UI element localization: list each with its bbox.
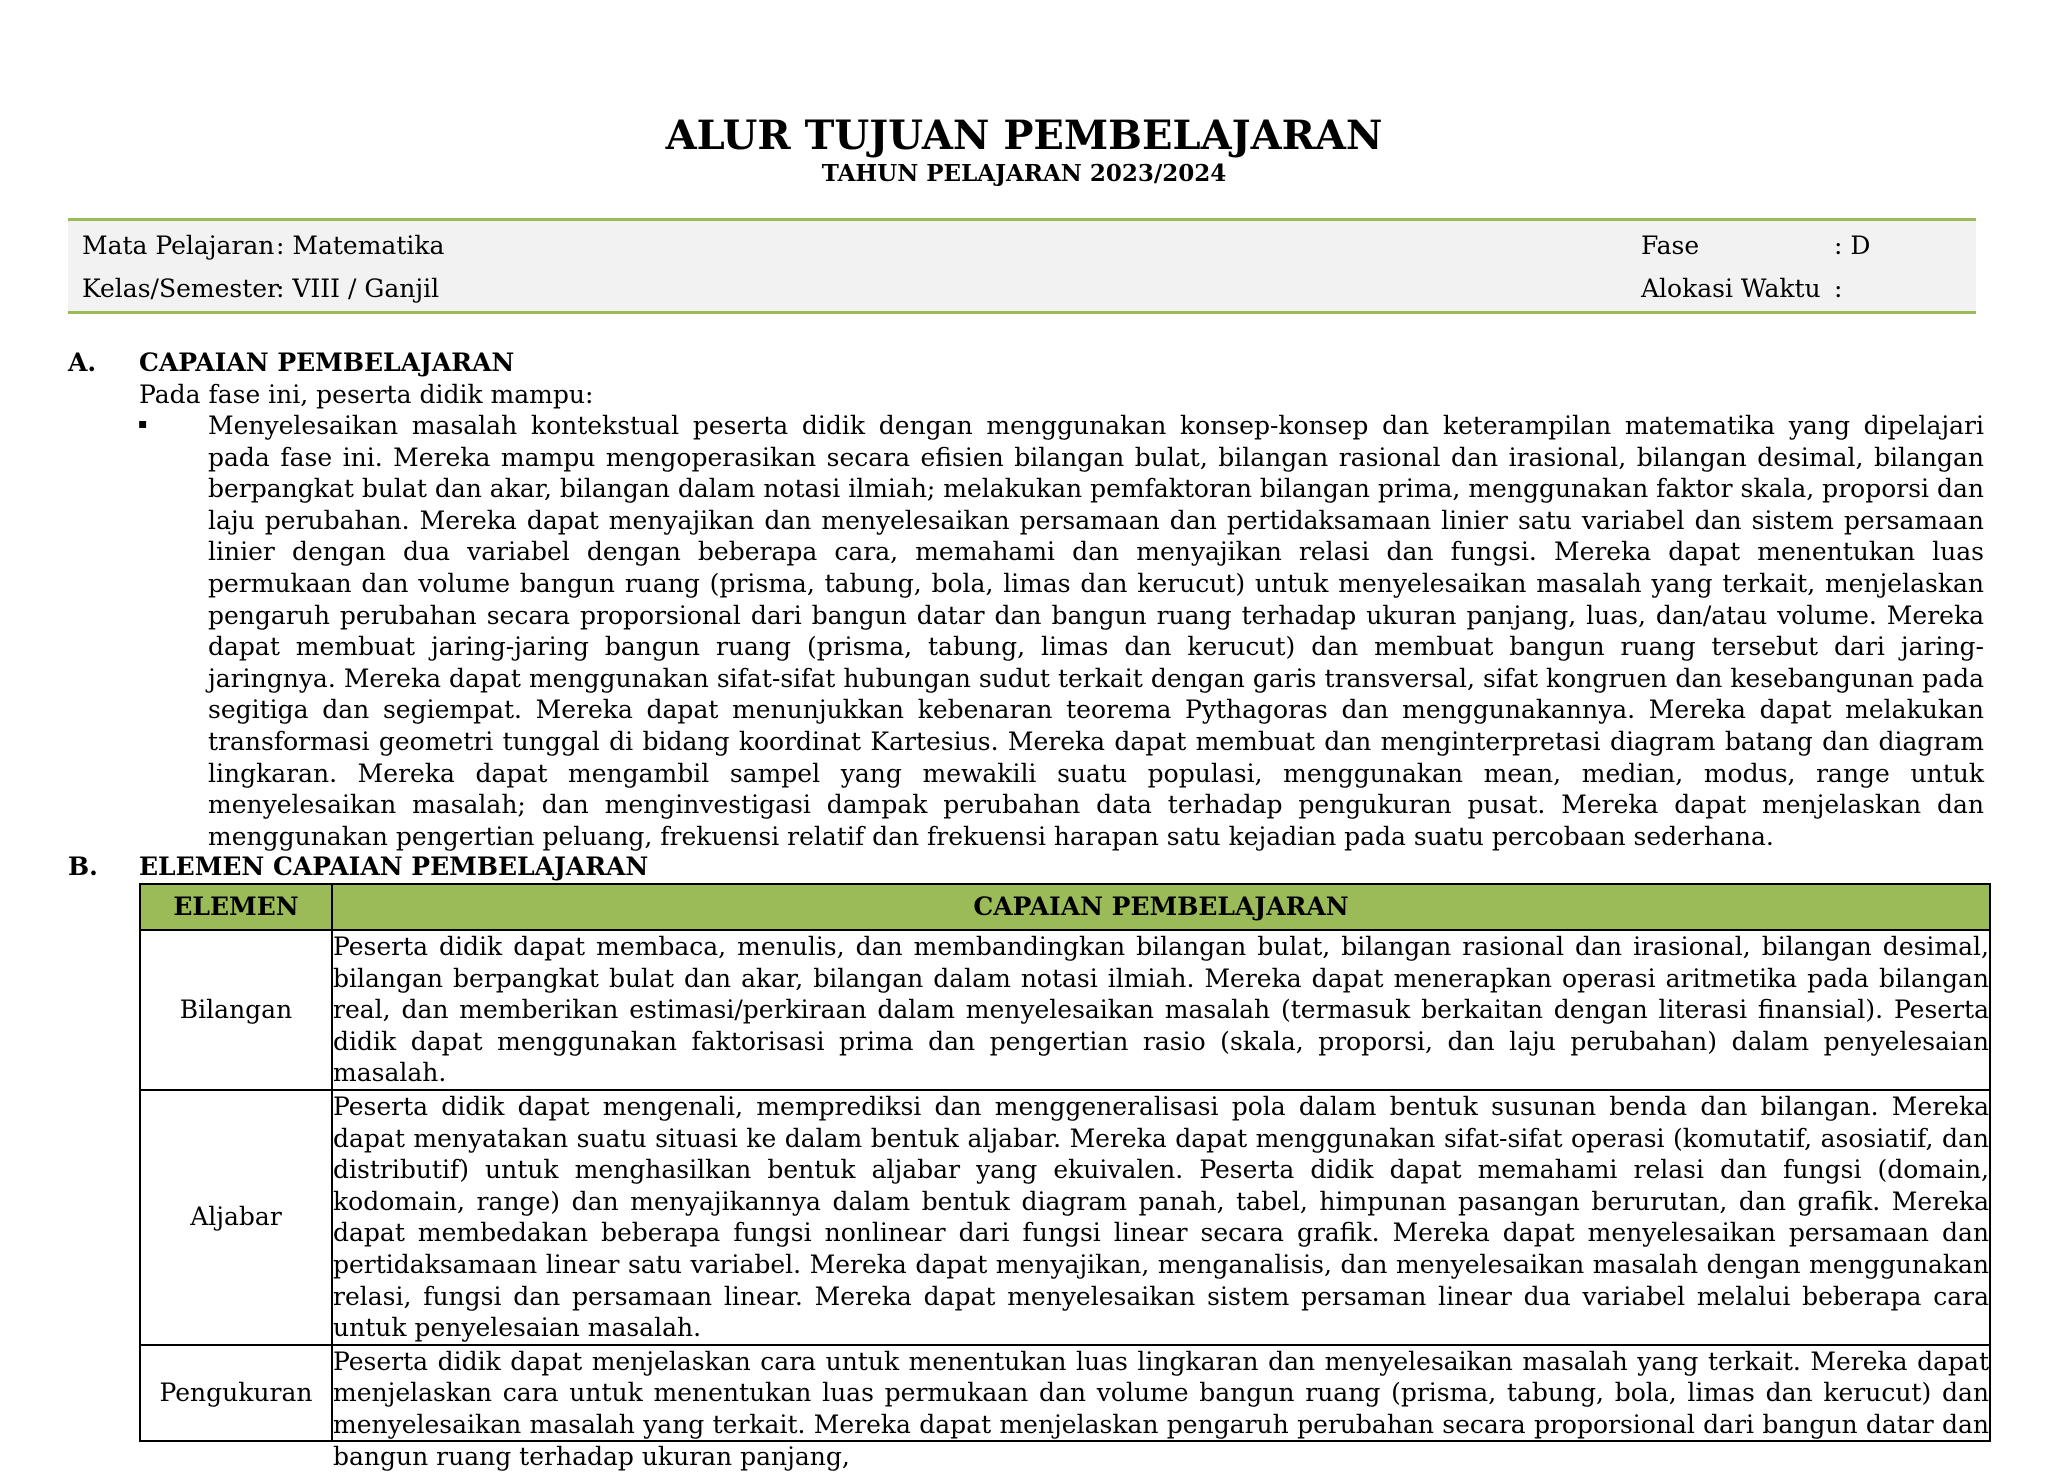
info-box — [68, 218, 1976, 314]
kelas-semester-label: Kelas/Semester — [82, 274, 279, 303]
info-row-2 — [68, 271, 1976, 307]
alokasi-waktu-value: : — [1834, 274, 1843, 303]
capaian-cell: Peserta didik dapat membaca, menulis, dan membandingkan bilangan bulat, bilangan rasional dan irasional, bilangan desimal, bilangan berpangkat bulat dan akar, bilangan dalam notasi ilmiah. Mereka dapat menerapkan operasi aritmetika pada bilangan real, dan memberikan estimasi/perkiraan dalam menyelesaikan masalah (termasuk berkaitan dengan literasi finansial). Peserta didik dapat menggunakan faktorisasi prima dan pengertian rasio (skala, proporsi, dan laju perubahan) dalam penyelesaian masalah. — [332, 930, 1990, 1090]
fase-label: Fase — [1641, 231, 1700, 260]
document-title: ALUR TUJUAN PEMBELAJARAN — [665, 112, 1383, 159]
capaian-cell: Peserta didik dapat mengenali, memprediksi dan menggeneralisasi pola dalam bentuk susunan benda dan bilangan. Mereka dapat menyatakan suatu situasi ke dalam bentuk aljabar. Mereka dapat menggunakan sifat-sifat operasi (komutatif, asosiatif, dan distributif) untuk menghasilkan bentuk aljabar yang ekuivalen. Peserta didik dapat memahami relasi dan fungsi (domain, kodomain, range) dan menyajikannya dalam bentuk diagram panah, tabel, himpunan pasangan berurutan, dan grafik. Mereka dapat membedakan beberapa fungsi nonlinear dari fungsi linear secara grafik. Mereka dapat menyelesaikan persamaan dan pertidaksamaan linear satu variabel. Mereka dapat menyajikan, menganalisis, dan menyelesaikan masalah dengan menggunakan relasi, fungsi dan persamaan linear. Mereka dapat menyelesaikan sistem persaman linear dua variabel melalui beberapa cara untuk penyelesaian masalah. — [332, 1090, 1990, 1345]
kelas-semester-value: : VIII / Ganjil — [276, 274, 440, 303]
mata-pelajaran-label: Mata Pelajaran — [82, 231, 275, 260]
section-a-title: CAPAIAN PEMBELAJARAN — [139, 348, 515, 377]
section-b-letter: B. — [68, 852, 98, 881]
table-row — [140, 1090, 1990, 1345]
col-header-elemen: ELEMEN — [140, 884, 332, 930]
elemen-table — [139, 883, 1991, 1471]
section-a-letter: A. — [68, 348, 97, 377]
bullet-icon: ▪ — [138, 416, 148, 432]
section-a-intro: Pada fase ini, peserta didik mampu: — [139, 380, 594, 409]
fase-value: : D — [1834, 231, 1871, 260]
elemen-cell: Pengukuran — [140, 1345, 332, 1441]
document-subtitle: TAHUN PELAJARAN 2023/2024 — [821, 160, 1227, 187]
alokasi-waktu-label: Alokasi Waktu — [1641, 274, 1821, 303]
elemen-cell: Aljabar — [140, 1090, 332, 1345]
table-row — [140, 930, 1990, 1090]
capaian-cell: Peserta didik dapat menjelaskan cara untuk menentukan luas lingkaran dan menyelesaikan masalah yang terkait. Mereka dapat menjelaskan cara untuk menentukan luas permukaan dan volume bangun ruang (prisma, tabung, bola, limas dan kerucut) dan menyelesaikan masalah yang terkait. Mereka dapat menjelaskan pengaruh perubahan secara proporsional dari bangun datar dan bangun ruang terhadap ukuran panjang, — [333, 1346, 1989, 1471]
info-row-1 — [68, 228, 1976, 264]
mata-pelajaran-value: : Matematika — [276, 231, 445, 260]
section-b-title: ELEMEN CAPAIAN PEMBELAJARAN — [139, 852, 649, 881]
capaian-cell-wrapper — [332, 1345, 1990, 1471]
table-header-row — [140, 884, 1990, 930]
elemen-cell: Bilangan — [140, 930, 332, 1090]
col-header-capaian: CAPAIAN PEMBELAJARAN — [332, 884, 1990, 930]
capaian-paragraph: Menyelesaikan masalah kontekstual peserta didik dengan menggunakan konsep-konsep dan keterampilan matematika yang dipelajari pada fase ini. Mereka mampu mengoperasikan secara efisien bilangan bulat, bilangan rasional dan irasional, bilangan desimal, bilangan berpangkat bulat dan akar, bilangan dalam notasi ilmiah; melakukan pemfaktoran bilangan prima, menggunakan faktor skala, proporsi dan laju perubahan. Mereka dapat menyajikan dan menyelesaikan persamaan dan pertidaksamaan linier satu variabel dan sistem persamaan linier dengan dua variabel dengan beberapa cara, memahami dan menyajikan relasi dan fungsi. Mereka dapat menentukan luas permukaan dan volume bangun ruang (prisma, tabung, bola, limas dan kerucut) untuk menyelesaikan masalah yang terkait, menjelaskan pengaruh perubahan secara proporsional dari bangun datar dan bangun ruang terhadap ukuran panjang, luas, dan/atau volume. Mereka dapat membuat jaring-jaring bangun ruang (prisma, tabung, limas dan kerucut) dan membuat bangun ruang tersebut dari jaring- jaringnya. Mereka dapat menggunakan sifat-sifat hubungan sudut terkait dengan garis transversal, sifat kongruen dan kesebangunan pada segitiga dan segiempat. Mereka dapat menunjukkan kebenaran teorema Pythagoras dan menggunakannya. Mereka dapat melakukan transformasi geometri tunggal di bidang koordinat Kartesius. Mereka dapat membuat dan menginterpretasi diagram batang dan diagram lingkaran. Mereka dapat mengambil sampel yang mewakili suatu populasi, menggunakan mean, median, modus, range untuk menyelesaikan masalah; dan menginvestigasi dampak perubahan data terhadap pengukuran pusat. Mereka dapat menjelaskan dan menggunakan pengertian peluang, frekuensi relatif dan frekuensi harapan satu kejadian pada suatu percobaan sederhana. — [208, 411, 1984, 851]
table-row — [140, 1345, 1990, 1441]
